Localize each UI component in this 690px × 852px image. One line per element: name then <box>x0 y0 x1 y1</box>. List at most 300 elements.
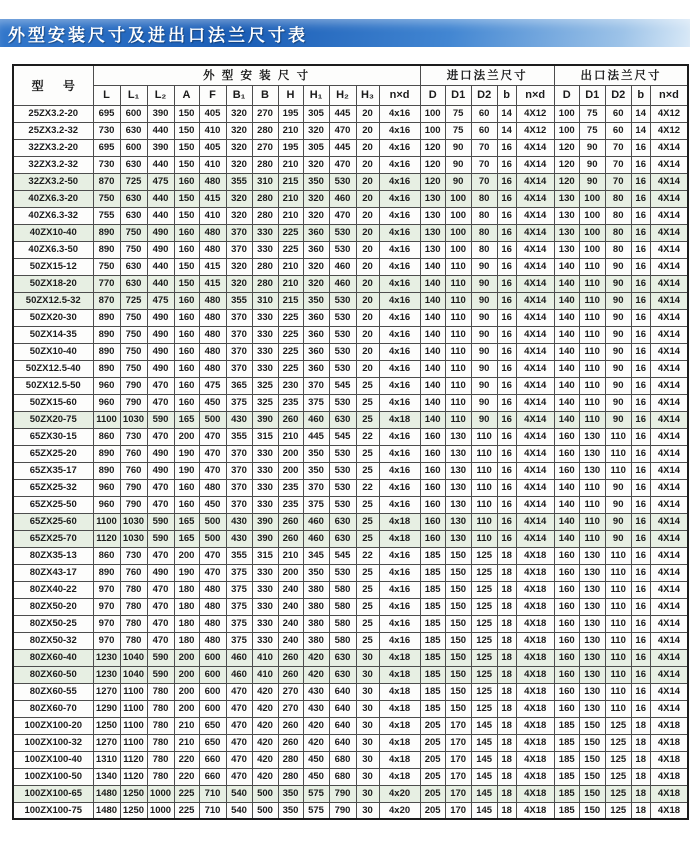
value-cell: 16 <box>631 394 650 411</box>
value-cell: 4x18 <box>379 734 420 751</box>
value-cell: 20 <box>356 139 379 156</box>
value-cell: 16 <box>497 530 516 547</box>
value-cell: 170 <box>445 768 471 785</box>
value-cell: 70 <box>471 139 497 156</box>
value-cell: 110 <box>471 496 497 513</box>
value-cell: 750 <box>120 241 147 258</box>
value-cell: 20 <box>356 190 379 207</box>
value-cell: 770 <box>93 275 120 292</box>
value-cell: 16 <box>631 173 650 190</box>
value-cell: 1040 <box>120 666 147 683</box>
value-cell: 350 <box>303 462 329 479</box>
value-cell: 460 <box>329 258 356 275</box>
value-cell: 530 <box>329 360 356 377</box>
value-cell: 16 <box>631 700 650 717</box>
value-cell: 110 <box>605 428 631 445</box>
value-cell: 630 <box>329 666 356 683</box>
value-cell: 160 <box>174 326 199 343</box>
value-cell: 140 <box>554 530 579 547</box>
value-cell: 1310 <box>93 751 120 768</box>
model-cell: 80ZX50-32 <box>13 632 93 649</box>
value-cell: 640 <box>329 700 356 717</box>
table-row <box>13 598 688 615</box>
value-cell: 225 <box>278 360 303 377</box>
value-cell: 1030 <box>120 530 147 547</box>
value-cell: 1100 <box>120 717 147 734</box>
value-cell: 420 <box>252 734 278 751</box>
value-cell: 18 <box>497 751 516 768</box>
value-cell: 185 <box>420 598 445 615</box>
value-cell: 25 <box>356 581 379 598</box>
value-cell: 960 <box>93 394 120 411</box>
value-cell: 370 <box>226 360 252 377</box>
value-cell: 500 <box>252 802 278 819</box>
outlet-flange-group-header: 出口法兰尺寸 <box>554 65 688 85</box>
value-cell: 18 <box>631 802 650 819</box>
table-row <box>13 496 688 513</box>
value-cell: 430 <box>226 530 252 547</box>
value-cell: 380 <box>303 632 329 649</box>
table-row <box>13 241 688 258</box>
table-row <box>13 445 688 462</box>
value-cell: 125 <box>471 564 497 581</box>
value-cell: 170 <box>445 734 471 751</box>
value-cell: 185 <box>420 649 445 666</box>
value-cell: 130 <box>579 632 605 649</box>
value-cell: 235 <box>278 479 303 496</box>
value-cell: 470 <box>226 768 252 785</box>
table-row <box>13 122 688 139</box>
value-cell: 630 <box>120 156 147 173</box>
value-cell: 630 <box>329 513 356 530</box>
value-cell: 130 <box>420 224 445 241</box>
column-header: H₃ <box>356 85 379 105</box>
model-cell: 80ZX60-50 <box>13 666 93 683</box>
value-cell: 4X14 <box>650 207 688 224</box>
value-cell: 1000 <box>147 785 174 802</box>
value-cell: 90 <box>605 292 631 309</box>
table-row <box>13 275 688 292</box>
value-cell: 110 <box>579 309 605 326</box>
value-cell: 22 <box>356 428 379 445</box>
value-cell: 345 <box>303 547 329 564</box>
value-cell: 16 <box>631 496 650 513</box>
value-cell: 130 <box>579 700 605 717</box>
value-cell: 470 <box>199 547 226 564</box>
value-cell: 480 <box>199 598 226 615</box>
value-cell: 4x16 <box>379 122 420 139</box>
value-cell: 370 <box>303 479 329 496</box>
value-cell: 130 <box>445 513 471 530</box>
value-cell: 1100 <box>120 700 147 717</box>
value-cell: 150 <box>579 717 605 734</box>
value-cell: 140 <box>554 411 579 428</box>
value-cell: 4x18 <box>379 768 420 785</box>
value-cell: 125 <box>471 666 497 683</box>
value-cell: 200 <box>174 700 199 717</box>
value-cell: 205 <box>420 768 445 785</box>
value-cell: 16 <box>631 156 650 173</box>
value-cell: 790 <box>120 496 147 513</box>
value-cell: 110 <box>579 343 605 360</box>
value-cell: 18 <box>497 598 516 615</box>
model-cell: 65ZX25-20 <box>13 445 93 462</box>
value-cell: 630 <box>120 275 147 292</box>
value-cell: 380 <box>303 615 329 632</box>
value-cell: 190 <box>174 445 199 462</box>
value-cell: 220 <box>174 768 199 785</box>
value-cell: 460 <box>226 666 252 683</box>
value-cell: 4X18 <box>516 581 554 598</box>
value-cell: 860 <box>93 428 120 445</box>
value-cell: 110 <box>579 496 605 513</box>
value-cell: 325 <box>252 377 278 394</box>
value-cell: 25 <box>356 598 379 615</box>
value-cell: 160 <box>554 666 579 683</box>
table-header <box>13 65 688 105</box>
value-cell: 440 <box>147 156 174 173</box>
value-cell: 370 <box>303 377 329 394</box>
value-cell: 125 <box>605 802 631 819</box>
value-cell: 480 <box>199 343 226 360</box>
value-cell: 780 <box>120 581 147 598</box>
value-cell: 185 <box>420 581 445 598</box>
value-cell: 185 <box>554 751 579 768</box>
value-cell: 160 <box>554 700 579 717</box>
value-cell: 1290 <box>93 700 120 717</box>
value-cell: 16 <box>497 377 516 394</box>
value-cell: 16 <box>631 683 650 700</box>
value-cell: 415 <box>199 190 226 207</box>
table-row <box>13 411 688 428</box>
value-cell: 4X18 <box>516 564 554 581</box>
table-row <box>13 105 688 122</box>
value-cell: 145 <box>471 751 497 768</box>
value-cell: 125 <box>605 751 631 768</box>
value-cell: 100 <box>554 122 579 139</box>
value-cell: 370 <box>226 309 252 326</box>
value-cell: 190 <box>174 462 199 479</box>
model-cell: 100ZX100-32 <box>13 734 93 751</box>
value-cell: 490 <box>147 241 174 258</box>
value-cell: 330 <box>252 496 278 513</box>
value-cell: 470 <box>226 683 252 700</box>
value-cell: 90 <box>579 173 605 190</box>
value-cell: 210 <box>278 156 303 173</box>
value-cell: 450 <box>303 751 329 768</box>
value-cell: 415 <box>199 275 226 292</box>
value-cell: 4X14 <box>516 275 554 292</box>
value-cell: 185 <box>554 768 579 785</box>
value-cell: 270 <box>278 683 303 700</box>
value-cell: 150 <box>445 598 471 615</box>
value-cell: 4X14 <box>516 411 554 428</box>
value-cell: 590 <box>147 666 174 683</box>
column-header: B <box>252 85 278 105</box>
value-cell: 90 <box>471 360 497 377</box>
value-cell: 4X14 <box>516 360 554 377</box>
value-cell: 4X14 <box>516 479 554 496</box>
value-cell: 60 <box>605 105 631 122</box>
spec-table-container <box>12 64 681 820</box>
value-cell: 160 <box>420 462 445 479</box>
table-row <box>13 666 688 683</box>
value-cell: 165 <box>174 513 199 530</box>
value-cell: 490 <box>147 445 174 462</box>
value-cell: 4X14 <box>650 564 688 581</box>
model-cell: 100ZX100-75 <box>13 802 93 819</box>
value-cell: 545 <box>329 547 356 564</box>
value-cell: 160 <box>174 343 199 360</box>
model-cell: 50ZX12.5-32 <box>13 292 93 309</box>
table-row <box>13 632 688 649</box>
value-cell: 16 <box>631 258 650 275</box>
value-cell: 4X14 <box>516 190 554 207</box>
value-cell: 130 <box>579 564 605 581</box>
value-cell: 750 <box>120 309 147 326</box>
value-cell: 130 <box>579 598 605 615</box>
value-cell: 730 <box>120 547 147 564</box>
value-cell: 4x16 <box>379 360 420 377</box>
value-cell: 320 <box>226 258 252 275</box>
value-cell: 320 <box>303 122 329 139</box>
value-cell: 25 <box>356 530 379 547</box>
value-cell: 4x16 <box>379 462 420 479</box>
value-cell: 580 <box>329 581 356 598</box>
model-cell: 65ZX25-32 <box>13 479 93 496</box>
value-cell: 140 <box>420 275 445 292</box>
table-row <box>13 785 688 802</box>
value-cell: 160 <box>554 547 579 564</box>
value-cell: 490 <box>147 360 174 377</box>
value-cell: 16 <box>631 309 650 326</box>
value-cell: 20 <box>356 105 379 122</box>
value-cell: 150 <box>579 751 605 768</box>
value-cell: 110 <box>605 683 631 700</box>
value-cell: 4x16 <box>379 615 420 632</box>
value-cell: 150 <box>445 615 471 632</box>
value-cell: 780 <box>120 615 147 632</box>
value-cell: 280 <box>278 768 303 785</box>
value-cell: 18 <box>497 649 516 666</box>
inlet-flange-group-header: 进口法兰尺寸 <box>420 65 554 85</box>
value-cell: 260 <box>278 649 303 666</box>
value-cell: 530 <box>329 309 356 326</box>
value-cell: 420 <box>252 768 278 785</box>
value-cell: 360 <box>303 326 329 343</box>
value-cell: 20 <box>356 156 379 173</box>
value-cell: 25 <box>356 394 379 411</box>
model-cell: 80ZX60-55 <box>13 683 93 700</box>
value-cell: 4x18 <box>379 700 420 717</box>
value-cell: 360 <box>303 343 329 360</box>
value-cell: 4X14 <box>516 258 554 275</box>
value-cell: 25 <box>356 377 379 394</box>
value-cell: 4X18 <box>650 785 688 802</box>
value-cell: 18 <box>497 802 516 819</box>
value-cell: 22 <box>356 479 379 496</box>
value-cell: 100 <box>579 241 605 258</box>
model-cell: 32ZX3.2-20 <box>13 139 93 156</box>
value-cell: 4x18 <box>379 717 420 734</box>
value-cell: 410 <box>252 666 278 683</box>
value-cell: 125 <box>471 649 497 666</box>
model-cell: 50ZX12.5-40 <box>13 360 93 377</box>
model-cell: 40ZX6.3-32 <box>13 207 93 224</box>
value-cell: 4X14 <box>516 394 554 411</box>
value-cell: 160 <box>554 428 579 445</box>
table-row <box>13 717 688 734</box>
value-cell: 160 <box>174 173 199 190</box>
value-cell: 4X14 <box>650 513 688 530</box>
value-cell: 205 <box>420 751 445 768</box>
value-cell: 320 <box>226 207 252 224</box>
value-cell: 320 <box>226 122 252 139</box>
model-cell: 100ZX100-50 <box>13 768 93 785</box>
value-cell: 750 <box>120 326 147 343</box>
spec-table <box>12 64 689 820</box>
value-cell: 160 <box>554 683 579 700</box>
model-cell: 50ZX15-60 <box>13 394 93 411</box>
column-header: H₁ <box>303 85 329 105</box>
value-cell: 375 <box>303 496 329 513</box>
value-cell: 125 <box>605 768 631 785</box>
value-cell: 150 <box>445 632 471 649</box>
value-cell: 4X14 <box>516 326 554 343</box>
value-cell: 4x16 <box>379 241 420 258</box>
value-cell: 460 <box>303 530 329 547</box>
value-cell: 150 <box>174 258 199 275</box>
value-cell: 80 <box>605 190 631 207</box>
value-cell: 200 <box>278 564 303 581</box>
value-cell: 600 <box>199 683 226 700</box>
value-cell: 650 <box>199 717 226 734</box>
value-cell: 90 <box>471 411 497 428</box>
table-body <box>13 105 688 819</box>
value-cell: 320 <box>226 190 252 207</box>
value-cell: 1100 <box>93 411 120 428</box>
value-cell: 16 <box>497 462 516 479</box>
value-cell: 90 <box>605 513 631 530</box>
value-cell: 75 <box>445 105 471 122</box>
value-cell: 110 <box>471 530 497 547</box>
value-cell: 90 <box>605 360 631 377</box>
value-cell: 20 <box>356 326 379 343</box>
value-cell: 460 <box>329 190 356 207</box>
value-cell: 330 <box>252 581 278 598</box>
value-cell: 320 <box>226 156 252 173</box>
value-cell: 470 <box>199 564 226 581</box>
value-cell: 460 <box>303 513 329 530</box>
value-cell: 480 <box>199 360 226 377</box>
value-cell: 140 <box>554 275 579 292</box>
value-cell: 18 <box>631 734 650 751</box>
value-cell: 205 <box>420 802 445 819</box>
value-cell: 200 <box>278 462 303 479</box>
value-cell: 70 <box>605 139 631 156</box>
value-cell: 90 <box>445 173 471 190</box>
value-cell: 4X14 <box>516 139 554 156</box>
value-cell: 16 <box>631 581 650 598</box>
value-cell: 18 <box>497 547 516 564</box>
value-cell: 1340 <box>93 768 120 785</box>
value-cell: 200 <box>174 666 199 683</box>
value-cell: 90 <box>605 258 631 275</box>
value-cell: 30 <box>356 700 379 717</box>
value-cell: 150 <box>445 564 471 581</box>
value-cell: 215 <box>278 292 303 309</box>
value-cell: 4X14 <box>650 479 688 496</box>
value-cell: 4x20 <box>379 802 420 819</box>
value-cell: 160 <box>554 564 579 581</box>
value-cell: 630 <box>329 530 356 547</box>
value-cell: 110 <box>445 394 471 411</box>
value-cell: 590 <box>147 513 174 530</box>
value-cell: 630 <box>120 122 147 139</box>
value-cell: 4x16 <box>379 139 420 156</box>
value-cell: 160 <box>174 241 199 258</box>
value-cell: 370 <box>226 224 252 241</box>
value-cell: 4x16 <box>379 598 420 615</box>
value-cell: 960 <box>93 479 120 496</box>
value-cell: 4x16 <box>379 581 420 598</box>
value-cell: 1000 <box>147 802 174 819</box>
value-cell: 360 <box>303 309 329 326</box>
value-cell: 225 <box>278 309 303 326</box>
value-cell: 130 <box>445 496 471 513</box>
value-cell: 440 <box>147 122 174 139</box>
value-cell: 890 <box>93 326 120 343</box>
page-title: 外型安装尺寸及进出口法兰尺寸表 <box>8 25 308 45</box>
value-cell: 370 <box>226 343 252 360</box>
value-cell: 420 <box>303 666 329 683</box>
value-cell: 235 <box>278 496 303 513</box>
value-cell: 100 <box>445 190 471 207</box>
value-cell: 120 <box>554 139 579 156</box>
value-cell: 18 <box>497 632 516 649</box>
table-row <box>13 309 688 326</box>
value-cell: 545 <box>329 377 356 394</box>
table-row <box>13 564 688 581</box>
value-cell: 500 <box>199 530 226 547</box>
value-cell: 4x16 <box>379 445 420 462</box>
value-cell: 185 <box>554 734 579 751</box>
value-cell: 390 <box>252 513 278 530</box>
value-cell: 100 <box>579 190 605 207</box>
value-cell: 16 <box>497 394 516 411</box>
value-cell: 160 <box>554 632 579 649</box>
value-cell: 90 <box>471 326 497 343</box>
value-cell: 780 <box>147 700 174 717</box>
value-cell: 480 <box>199 224 226 241</box>
value-cell: 140 <box>554 326 579 343</box>
value-cell: 150 <box>445 700 471 717</box>
value-cell: 230 <box>278 377 303 394</box>
value-cell: 90 <box>471 377 497 394</box>
value-cell: 180 <box>174 615 199 632</box>
value-cell: 4X18 <box>516 615 554 632</box>
value-cell: 4X18 <box>516 598 554 615</box>
value-cell: 470 <box>147 598 174 615</box>
value-cell: 970 <box>93 598 120 615</box>
table-row <box>13 258 688 275</box>
value-cell: 4X14 <box>650 666 688 683</box>
value-cell: 20 <box>356 173 379 190</box>
value-cell: 4x18 <box>379 751 420 768</box>
value-cell: 130 <box>554 224 579 241</box>
value-cell: 480 <box>199 581 226 598</box>
value-cell: 16 <box>497 292 516 309</box>
